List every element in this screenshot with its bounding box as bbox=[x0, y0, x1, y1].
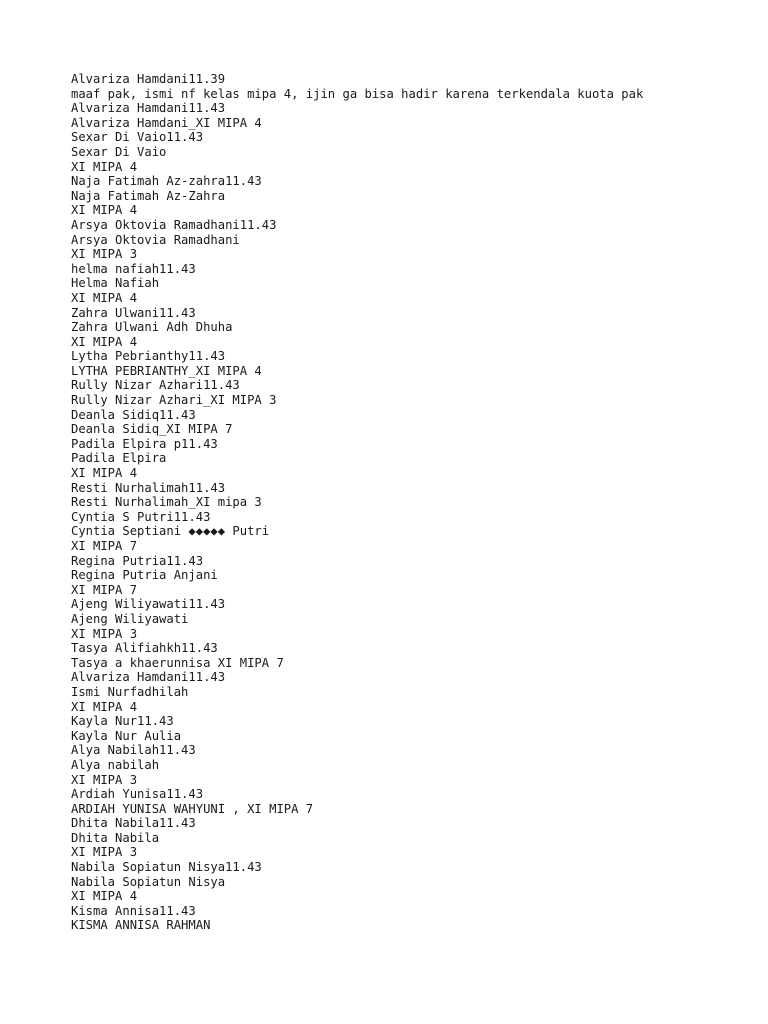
text-line: Alvariza Hamdani11.39 bbox=[71, 72, 226, 86]
text-line: XI MIPA 3 bbox=[71, 626, 138, 641]
text-line: Regina Putria11.43 bbox=[71, 553, 204, 568]
text-line: Alya nabilah bbox=[71, 757, 160, 772]
text-line: Dhita Nabila11.43 bbox=[71, 816, 196, 831]
text-line: Kisma Annisa11.43 bbox=[71, 903, 196, 918]
text-line: Ismi Nurfadhilah bbox=[71, 684, 189, 699]
text-line: Resti Nurhalimah11.43 bbox=[71, 480, 226, 495]
text-line: XI MIPA 3 bbox=[71, 247, 138, 262]
text-line: XI MIPA 4 bbox=[71, 203, 138, 218]
text-line: XI MIPA 4 bbox=[71, 889, 138, 904]
text-line: Padila Elpira p11.43 bbox=[71, 436, 218, 451]
text-line: Cyntia Septiani ◆◆◆◆◆ Putri bbox=[71, 524, 270, 539]
chat-log-text bbox=[71, 72, 643, 933]
text-line: Kayla Nur11.43 bbox=[71, 714, 174, 729]
text-line: Dhita Nabila bbox=[71, 830, 160, 845]
text-line: Tasya a khaerunnisa XI MIPA 7 bbox=[71, 655, 284, 670]
text-line: Padila Elpira bbox=[71, 451, 167, 466]
text-line: XI MIPA 7 bbox=[71, 582, 138, 597]
text-line: XI MIPA 4 bbox=[71, 159, 138, 174]
text-line: XI MIPA 3 bbox=[71, 772, 138, 787]
text-line: Kayla Nur Aulia bbox=[71, 728, 182, 743]
text-line: Alvariza Hamdani11.43 bbox=[71, 101, 226, 116]
text-line: XI MIPA 4 bbox=[71, 334, 138, 349]
text-line: Alvariza Hamdani_XI MIPA 4 bbox=[71, 115, 262, 130]
text-line: Naja Fatimah Az-zahra11.43 bbox=[71, 174, 262, 189]
text-line: Sexar Di Vaio11.43 bbox=[71, 130, 204, 145]
text-line: Lytha Pebrianthy11.43 bbox=[71, 349, 226, 364]
text-line: Nabila Sopiatun Nisya bbox=[71, 874, 226, 889]
text-line: Ardiah Yunisa11.43 bbox=[71, 787, 204, 802]
text-line: Cyntia S Putri11.43 bbox=[71, 509, 211, 524]
text-line: Zahra Ulwani11.43 bbox=[71, 305, 196, 320]
text-line: LYTHA PEBRIANTHY_XI MIPA 4 bbox=[71, 363, 262, 378]
text-line: Sexar Di Vaio bbox=[71, 144, 167, 159]
text-line: Alvariza Hamdani11.43 bbox=[71, 670, 226, 685]
text-line: Regina Putria Anjani bbox=[71, 568, 218, 583]
text-line: XI MIPA 7 bbox=[71, 539, 138, 553]
text-line: Ajeng Wiliyawati11.43 bbox=[71, 597, 226, 612]
text-line: Arsya Oktovia Ramadhani11.43 bbox=[71, 217, 277, 232]
text-line: KISMA ANNISA RAHMAN bbox=[71, 918, 211, 933]
text-line: XI MIPA 3 bbox=[71, 845, 138, 860]
text-line: Rully Nizar Azhari_XI MIPA 3 bbox=[71, 393, 277, 408]
text-line: Arsya Oktovia Ramadhani bbox=[71, 232, 240, 247]
text-line: maaf pak, ismi nf kelas mipa 4, ijin ga bisa hadir karena terkendala kuota pak bbox=[71, 86, 644, 101]
text-line: Alya Nabilah11.43 bbox=[71, 743, 196, 758]
text-line: Ajeng Wiliyawati bbox=[71, 611, 189, 626]
text-line: helma nafiah11.43 bbox=[71, 261, 196, 276]
text-line: Helma Nafiah bbox=[71, 276, 160, 291]
text-line: Deanla Sidiq11.43 bbox=[71, 407, 196, 422]
text-line: ARDIAH YUNISA WAHYUNI , XI MIPA 7 bbox=[71, 801, 314, 816]
text-line: XI MIPA 4 bbox=[71, 466, 138, 481]
text-line: Zahra Ulwani Adh Dhuha bbox=[71, 320, 233, 335]
text-line: Tasya Alifiahkh11.43 bbox=[71, 641, 218, 656]
text-line: Nabila Sopiatun Nisya11.43 bbox=[71, 860, 262, 875]
text-line: Deanla Sidiq_XI MIPA 7 bbox=[71, 422, 233, 437]
text-line: Resti Nurhalimah_XI mipa 3 bbox=[71, 495, 262, 510]
text-line: Rully Nizar Azhari11.43 bbox=[71, 378, 240, 393]
text-line: XI MIPA 4 bbox=[71, 290, 138, 305]
text-line: Naja Fatimah Az-Zahra bbox=[71, 188, 226, 203]
text-line: XI MIPA 4 bbox=[71, 699, 138, 714]
